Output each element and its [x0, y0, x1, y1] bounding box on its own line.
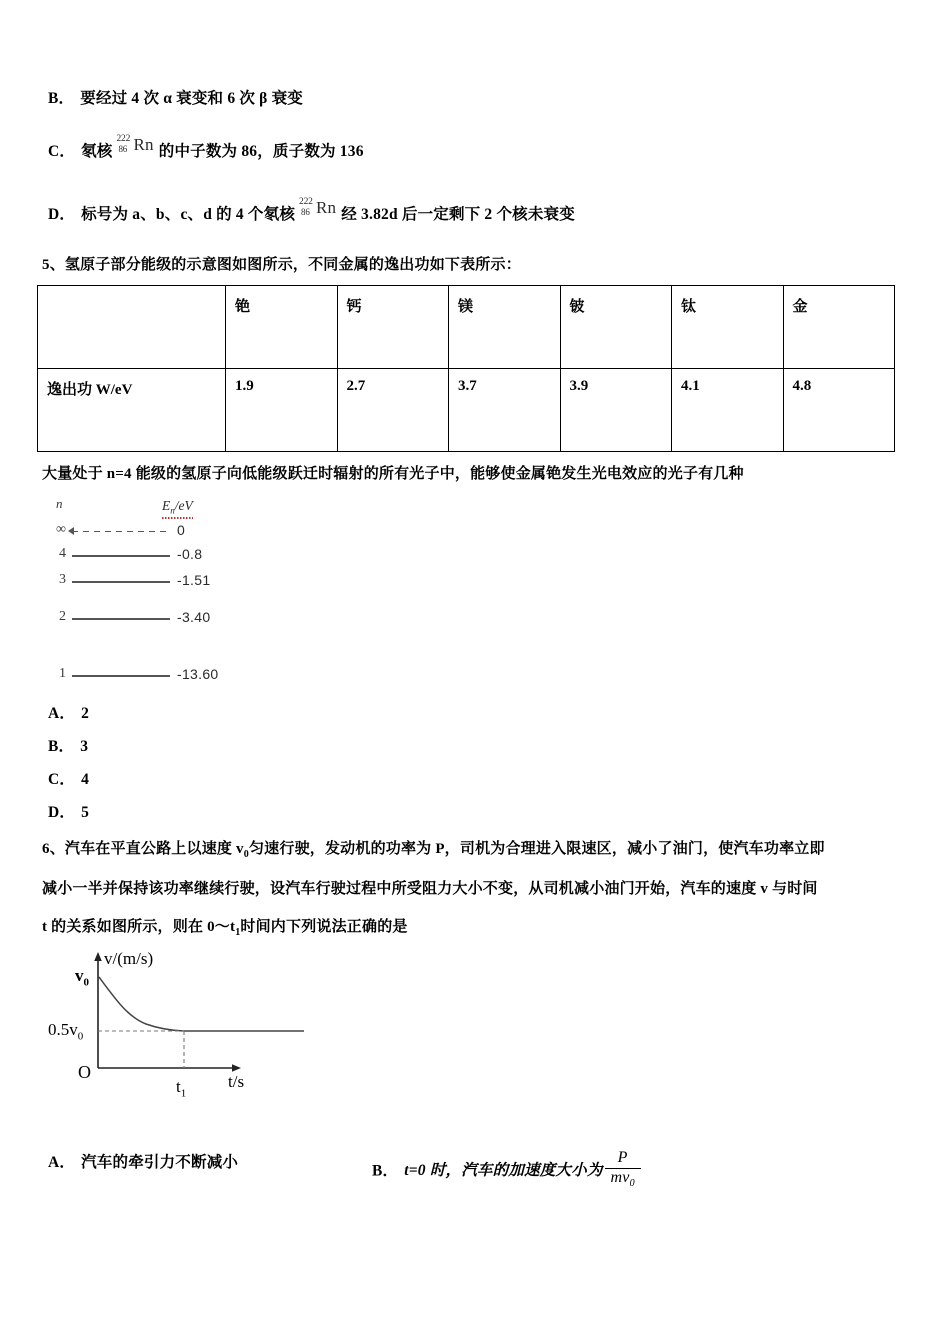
option-a-text: 汽车的牵引力不断减小 — [81, 1154, 239, 1171]
formula-denominator: $mv_0$ — [610, 1168, 635, 1189]
energy-axis-label-prefix: E — [162, 498, 171, 513]
option-d-q5 — [48, 802, 89, 824]
work-function-5: 4.8 — [783, 369, 895, 452]
option-b-text: t=0 时，汽车的加速度大小为 — [404, 1162, 603, 1180]
q6-line3-b: 时间内下列说法正确的是 — [240, 919, 408, 935]
isotope-atomic-number: 86 — [118, 143, 128, 154]
acceleration-formula — [605, 1150, 641, 1189]
q6-line3-a: t 的关系如图所示，则在 0～t — [42, 919, 236, 935]
formula-numerator: P — [605, 1150, 641, 1169]
isotope-mass-number: 222 — [299, 196, 313, 207]
level-line — [72, 531, 170, 532]
option-b-letter: B． — [372, 1162, 399, 1180]
isotope-mass-number: 222 — [116, 133, 131, 144]
isotope-symbol: Rn — [133, 135, 154, 154]
level-line — [72, 581, 170, 583]
isotope-atomic-number: 86 — [301, 206, 310, 217]
energy-axis-label-sub: n — [170, 505, 175, 516]
option-c-letter: C． — [48, 143, 76, 160]
work-function-4: 4.1 — [672, 369, 784, 452]
q6-line3-sub: 1 — [235, 927, 241, 938]
work-function-3: 3.9 — [560, 369, 672, 452]
question-5-substem: 大量处于 n=4 能级的氢原子向低能级跃迁时辐射的所有光子中，能够使金属铯发生光电效应的光子有几种 — [42, 466, 744, 482]
isotope-radon-c — [116, 133, 154, 163]
metal-header-0: 铯 — [226, 286, 338, 369]
x-tick-t1: $t_1$ — [176, 1077, 187, 1100]
question-6-stem-line2: 减小一半并保持该功率继续行驶，设汽车行驶过程中所受阻力大小不变，从司机减小油门开始，汽车的速度 v 与时间 — [42, 881, 818, 897]
option-c-prefix: 氡核 — [81, 143, 113, 160]
option-b-text: 3 — [80, 738, 89, 755]
option-a-text: 2 — [81, 705, 90, 722]
level-n-label: ∞ — [56, 522, 66, 537]
x-axis-label: t/s — [228, 1072, 245, 1091]
level-n-label: 2 — [59, 609, 66, 624]
energy-level-diagram — [44, 496, 294, 691]
isotope-symbol: Rn — [316, 198, 337, 217]
level-energy-label: -3.40 — [177, 609, 211, 625]
option-c-letter: C． — [48, 771, 76, 788]
question-6-stem-line3 — [42, 916, 408, 944]
table-row-header — [38, 286, 895, 369]
energy-axis-label-suffix: /eV — [174, 498, 193, 513]
level-n-label: 3 — [59, 572, 66, 587]
y-tick-half-v0: $0.5v_0$ — [48, 1020, 84, 1043]
option-d-text: 5 — [81, 804, 90, 821]
option-c-q5 — [48, 769, 89, 791]
option-b-letter: B． — [48, 738, 75, 755]
metal-header-4: 钛 — [672, 286, 784, 369]
level-energy-label: -0.8 — [177, 546, 203, 562]
y-tick-v0: $v_0$ — [75, 966, 89, 989]
level-line — [72, 618, 170, 620]
work-function-0: 1.9 — [226, 369, 338, 452]
option-c-q4 — [48, 133, 364, 163]
level-line — [72, 675, 170, 677]
option-d-suffix: 经 3.82d 后一定剩下 2 个核未衰变 — [341, 206, 575, 223]
level-n-label: 4 — [59, 546, 66, 561]
option-a-q5 — [48, 703, 89, 725]
option-b-q4 — [48, 88, 303, 110]
option-d-letter: D． — [48, 206, 76, 223]
option-b-q5 — [48, 736, 88, 758]
option-b-q6 — [372, 1149, 643, 1191]
metal-header-5: 金 — [783, 286, 895, 369]
option-d-letter: D． — [48, 804, 76, 821]
option-b-letter: B． — [48, 90, 75, 107]
q6-line1-b: 匀速行驶，发动机的功率为 P，司机为合理进入限速区，减小了油门，使汽车功率立即 — [248, 841, 825, 857]
level-energy-label: -13.60 — [177, 666, 219, 682]
option-b-text: 要经过 4 次 α 衰变和 6 次 β 衰变 — [80, 90, 303, 107]
q6-line1-sub: 0 — [243, 849, 249, 860]
vt-graph-svg — [60, 948, 320, 1108]
option-c-suffix: 的中子数为 86，质子数为 136 — [158, 143, 364, 160]
table-corner-cell — [38, 286, 226, 369]
question-5-stem: 5、氢原子部分能级的示意图如图所示，不同金属的逸出功如下表所示： — [42, 257, 521, 273]
option-d-prefix: 标号为 a、b、c、d 的 4 个氡核 — [81, 206, 296, 223]
velocity-time-graph — [48, 948, 320, 1108]
question-6-stem-line1 — [42, 838, 825, 866]
q6-line1-a: 6、汽车在平直公路上以速度 v — [42, 841, 244, 857]
option-d-q4 — [48, 196, 575, 226]
work-function-2: 3.7 — [449, 369, 561, 452]
energy-axis-label — [162, 498, 193, 516]
x-axis-arrow-icon — [232, 1064, 241, 1072]
level-energy-label: -1.51 — [177, 572, 211, 588]
option-a-letter: A． — [48, 1154, 76, 1171]
table-row-label: 逸出功 W/eV — [38, 369, 226, 452]
table-row — [38, 369, 895, 452]
metal-header-3: 铍 — [560, 286, 672, 369]
metal-header-2: 镁 — [449, 286, 561, 369]
level-line — [72, 555, 170, 557]
velocity-decay-curve — [99, 977, 184, 1031]
work-function-1: 2.7 — [337, 369, 449, 452]
work-function-table — [37, 285, 895, 452]
level-n-label: 1 — [59, 666, 66, 681]
option-a-q6 — [48, 1152, 238, 1174]
level-energy-label: 0 — [177, 522, 186, 538]
option-a-letter: A． — [48, 705, 76, 722]
isotope-radon-d — [299, 196, 337, 226]
y-axis-label: v/(m/s) — [104, 949, 154, 968]
n-axis-label: n — [56, 496, 63, 511]
option-c-text: 4 — [81, 771, 90, 788]
metal-header-1: 钙 — [337, 286, 449, 369]
origin-label: O — [78, 1062, 91, 1082]
y-axis-arrow-icon — [94, 952, 102, 961]
